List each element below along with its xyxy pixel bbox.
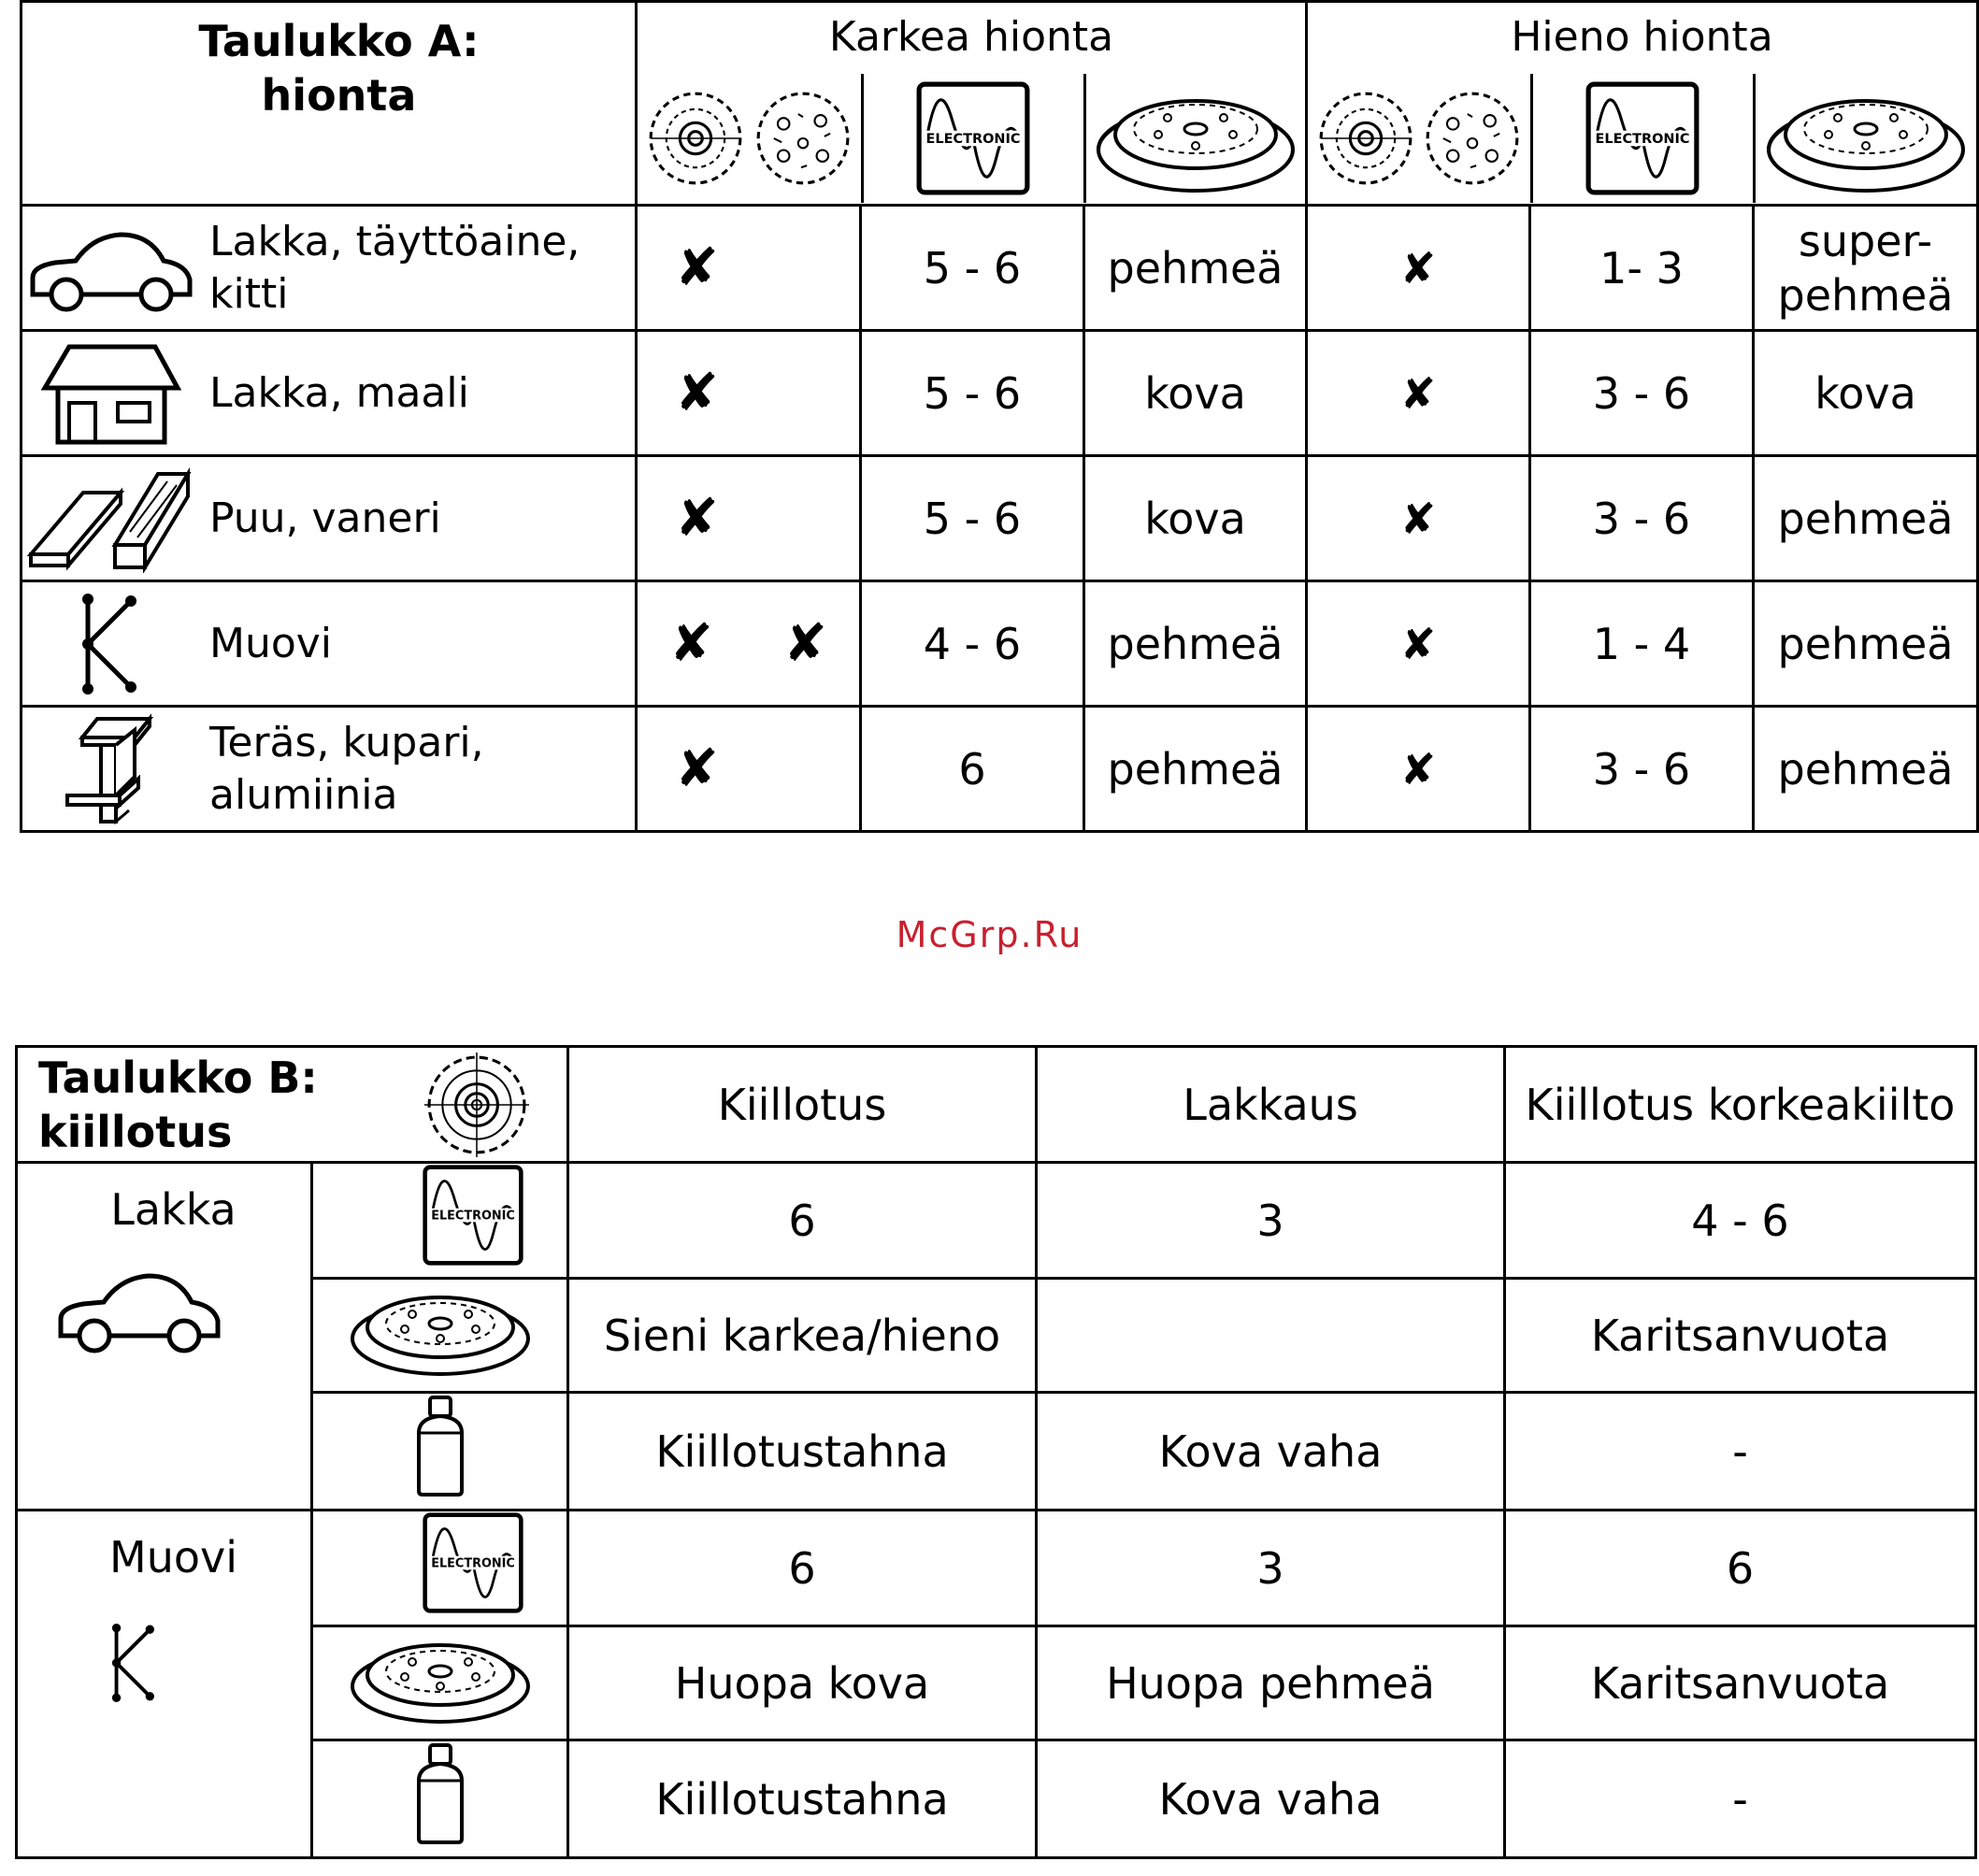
coarse-speed: 4 - 6 (861, 581, 1084, 707)
speed-value: 3 (1037, 1511, 1505, 1626)
speed-value: 6 (568, 1163, 1037, 1279)
check-mark: ✘ (675, 738, 719, 799)
table-row (22, 456, 1978, 581)
fine-pad: pehmeä (1754, 581, 1978, 707)
column-header: Kiillotus (568, 1047, 1037, 1163)
fine-pad-icon-cell (1756, 74, 1976, 203)
material-cell (22, 206, 637, 331)
material-label-line1: Puu, vaneri (209, 494, 441, 542)
sanding-disc-rings-icon (1317, 90, 1414, 187)
coarse-pad: pehmeä (1084, 707, 1307, 832)
icon-cell (312, 1393, 568, 1511)
material-label-line2: alumiinia (209, 770, 398, 819)
fine-speed: 1- 3 (1530, 206, 1754, 331)
steel-beam-icon (60, 711, 163, 827)
column-header: Kiillotus korkeakiilto (1505, 1047, 1976, 1163)
table-a-title-line2: hionta (261, 70, 417, 121)
table-row (22, 581, 1978, 707)
sanding-table (20, 0, 1979, 833)
electronic-speed-icon (422, 1511, 524, 1614)
coarse-pad: pehmeä (1084, 581, 1307, 707)
material-label-line2: kitti (209, 269, 289, 318)
group-cell-muovi (17, 1511, 312, 1858)
backing-pad-icon (1763, 80, 1969, 196)
electronic-text: ELECTRONIC (430, 1556, 515, 1571)
speed-value: 3 (1037, 1163, 1505, 1279)
material-label-line1: Teräs, kupari, (209, 718, 484, 766)
speed-value: 6 (1505, 1511, 1976, 1626)
fine-speed: 3 - 6 (1530, 331, 1754, 456)
polishing-table (15, 1045, 1977, 1859)
pad-value: Karitsanvuota (1505, 1279, 1976, 1393)
fine-pad-line2: pehmeä (1777, 269, 1954, 321)
check-mark: ✘ (1399, 743, 1437, 795)
electronic-text: ELECTRONIC (926, 132, 1021, 148)
pad-value: Karitsanvuota (1505, 1626, 1976, 1740)
table-row (22, 331, 1978, 456)
fine-pad: kova (1754, 331, 1978, 456)
plastic-icon (69, 592, 153, 696)
watermark: McGrp.Ru (896, 914, 1083, 955)
check-mark: ✘ (1399, 618, 1437, 669)
house-icon (41, 341, 181, 446)
table-b-title (17, 1047, 568, 1163)
material-label-line1: Muovi (209, 619, 333, 667)
icon-cell (312, 1626, 568, 1740)
electronic-speed-icon (422, 1164, 524, 1267)
coarse-speed: 5 - 6 (861, 456, 1084, 581)
table-row (17, 1511, 1976, 1626)
agent-value: Kova vaha (1037, 1393, 1505, 1511)
group-label: Muovi (109, 1532, 237, 1582)
check-mark: ✘ (1399, 493, 1437, 544)
sanding-disc-rings-icon (647, 90, 744, 187)
table-a-title-line1: Taulukko A: (198, 16, 480, 66)
polishing-pad-icon (347, 1281, 534, 1380)
check-mark: ✘ (675, 237, 719, 298)
bottle-icon (408, 1394, 473, 1498)
check-mark: ✘ (675, 488, 719, 549)
agent-value: - (1505, 1393, 1976, 1511)
icon-cell (312, 1511, 568, 1626)
coarse-speed: 5 - 6 (861, 206, 1084, 331)
coarse-sanding-label: Karkea hionta (828, 13, 1114, 61)
fine-disc-icons (1308, 74, 1530, 203)
pad-value (1037, 1279, 1505, 1393)
group-cell-lakka (17, 1163, 312, 1511)
table-row (17, 1163, 1976, 1279)
material-cell (22, 581, 637, 707)
wood-icon (27, 465, 195, 573)
coarse-speed: 5 - 6 (861, 331, 1084, 456)
coarse-disc-icons (638, 74, 861, 203)
icon-cell (312, 1279, 568, 1393)
fine-sanding-header (1307, 2, 1978, 206)
material-cell (22, 456, 637, 581)
material-label-line1: Lakka, maali (209, 368, 469, 417)
agent-value: Kiillotustahna (568, 1393, 1037, 1511)
polishing-pad-icon (347, 1628, 534, 1727)
material-label-line1: Lakka, täyttöaine, (209, 217, 581, 265)
polishing-disc-icon (424, 1053, 529, 1157)
check-mark: ✘ (1399, 242, 1437, 294)
agent-value: Kova vaha (1037, 1740, 1505, 1858)
fine-pad: pehmeä (1754, 456, 1978, 581)
icon-cell (312, 1740, 568, 1858)
fine-speed: 3 - 6 (1530, 456, 1754, 581)
electronic-speed-icon (1585, 80, 1700, 196)
material-cell (22, 331, 637, 456)
agent-value: - (1505, 1740, 1976, 1858)
table-b-title-line2: kiillotus (38, 1106, 233, 1157)
fine-pad-line1: super- (1798, 215, 1933, 266)
coarse-speed: 6 (861, 707, 1084, 832)
table-row (22, 707, 1978, 832)
backing-pad-icon (1093, 80, 1298, 196)
car-icon (55, 1263, 223, 1356)
electronic-text: ELECTRONIC (1596, 132, 1690, 148)
column-header: Lakkaus (1037, 1047, 1505, 1163)
fine-pad (1754, 206, 1978, 331)
pad-value: Huopa pehmeä (1037, 1626, 1505, 1740)
check-mark: ✘ (1399, 367, 1437, 419)
table-b-title-line1: Taulukko B: (38, 1052, 318, 1103)
speed-value: 4 - 6 (1505, 1163, 1976, 1279)
plastic-icon (102, 1611, 167, 1715)
electronic-speed-icon (915, 80, 1031, 196)
electronic-text: ELECTRONIC (430, 1209, 515, 1224)
group-label: Lakka (110, 1184, 237, 1235)
check-mark: ✘ (669, 613, 713, 674)
coarse-pad: kova (1084, 456, 1307, 581)
coarse-pad: pehmeä (1084, 206, 1307, 331)
car-icon (27, 222, 195, 315)
pad-value: Sieni karkea/hieno (568, 1279, 1037, 1393)
pad-value: Huopa kova (568, 1626, 1037, 1740)
speed-value: 6 (568, 1511, 1037, 1626)
fine-speed: 1 - 4 (1530, 581, 1754, 707)
sanding-disc-holes-icon (754, 90, 852, 187)
icon-cell (312, 1163, 568, 1279)
bottle-icon (408, 1741, 473, 1846)
check-mark: ✘ (675, 363, 719, 423)
fine-pad: pehmeä (1754, 707, 1978, 832)
fine-speed: 3 - 6 (1530, 707, 1754, 832)
table-a-title (22, 2, 637, 206)
coarse-electronic-icon-cell (864, 74, 1083, 203)
coarse-pad: kova (1084, 331, 1307, 456)
check-mark: ✘ (783, 613, 827, 674)
fine-electronic-icon-cell (1533, 74, 1753, 203)
material-cell (22, 707, 637, 832)
agent-value: Kiillotustahna (568, 1740, 1037, 1858)
sanding-disc-holes-icon (1424, 90, 1521, 187)
fine-sanding-label: Hieno hionta (1511, 13, 1773, 61)
table-row (22, 206, 1978, 331)
coarse-pad-icon-cell (1086, 74, 1305, 203)
coarse-sanding-header (637, 2, 1307, 206)
